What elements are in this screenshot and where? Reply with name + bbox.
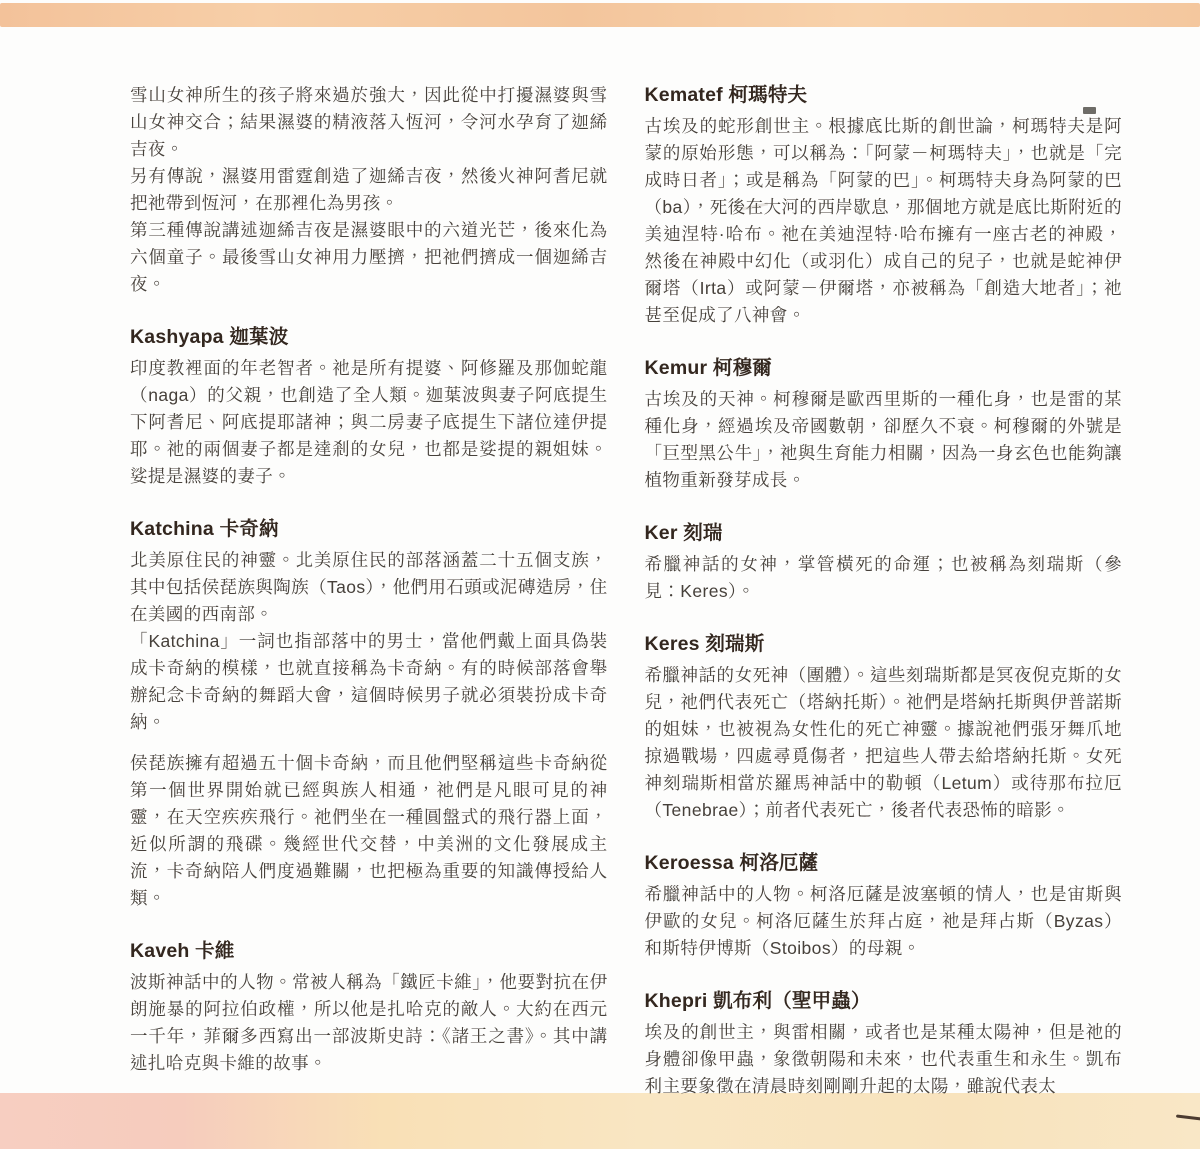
entry-kaveh <box>130 938 608 1077</box>
entry-paragraph: 希臘神話的女死神（團體）。這些刻瑞斯都是冥夜倪克斯的女兒，祂們代表死亡（塔納托斯）。祂們是塔納托斯與伊普諾斯的姐妹，也被視為女性化的死亡神靈。據說祂們張牙舞爪地掠過戰場，四處尋覓傷者，把這些人帶去給塔納托斯。女死神刻瑞斯相當於羅馬神話中的勒頓（Letum）或待那布拉厄（Tenebrae）；前者代表死亡，後者代表恐怖的暗影。 <box>644 665 1122 820</box>
entry-heading: Kashyapa 迦葉波 <box>130 326 289 348</box>
entry-paragraph: 波斯神話中的人物。常被人稱為「鐵匠卡維」，他要對抗在伊朗施暴的阿拉伯政權，所以他是扎哈克的敵人。大約在西元一千年，菲爾多西寫出一部波斯史詩：《諸王之書》。其中講述扎哈克與卡維的故事。 <box>130 972 608 1073</box>
entry-paragraph: 侯琵族擁有超過五十個卡奇納，而且他們堅稱這些卡奇納從第一個世界開始就已經與族人相通，祂們是凡眼可見的神靈，在天空疾疾飛行。祂們坐在一種圓盤式的飛行器上面，近似所謂的飛碟。幾經世代交替，中美洲的文化發展成主流，卡奇納陪人們度過難關，也把極為重要的知識傳授給人類。 <box>130 753 608 908</box>
entry-heading: Katchina 卡奇納 <box>130 518 279 540</box>
entry-heading: Keres 刻瑞斯 <box>644 633 765 655</box>
page-content <box>130 82 1122 1100</box>
entry-heading: Kemur 柯穆爾 <box>644 357 772 379</box>
entry-paragraph: 第三種傳說講述迦絺吉夜是濕婆眼中的六道光芒，後來化為六個童子。最後雪山女神用力壓擠，把祂們擠成一個迦絺吉夜。 <box>130 220 608 294</box>
entry-paragraph: 印度教裡面的年老智者。祂是所有提婆、阿修羅及那伽蛇龍（naga）的父親，也創造了全人類。迦葉波與妻子阿底提生下阿耆尼、阿底提耶諸神；與二房妻子底提生下諸位達伊提耶。祂的兩個妻子都是達剎的女兒，也都是娑提的親姐妹。娑提是濕婆的妻子。 <box>130 358 608 486</box>
entry-khepri <box>645 988 1123 1100</box>
scan-top-edge-band <box>0 3 1200 27</box>
entry-heading: Ker 刻瑞 <box>644 522 723 544</box>
entry-keres <box>645 631 1123 824</box>
entry-katchina <box>130 516 608 912</box>
entry-ker <box>645 520 1123 605</box>
entry-kashyapa <box>130 324 608 490</box>
entry-heading: Kematef 柯瑪特夫 <box>644 84 808 106</box>
left-column <box>130 82 608 1100</box>
right-column <box>645 82 1123 1100</box>
entry-paragraph: 北美原住民的神靈。北美原住民的部落涵蓋二十五個支族，其中包括侯琵族與陶族（Taos），他們用石頭或泥磚造房，住在美國的西南部。 <box>130 550 608 624</box>
entry-heading: Kaveh 卡維 <box>130 940 235 962</box>
entry-continuation-karttikeya <box>130 82 608 298</box>
scan-bottom-edge-band <box>0 1093 1200 1149</box>
entry-paragraph: 雪山女神所生的孩子將來過於強大，因此從中打擾濕婆與雪山女神交合；結果濕婆的精液落入恆河，令河水孕育了迦絺吉夜。 <box>130 85 608 159</box>
entry-kemur <box>645 355 1123 494</box>
entry-paragraph: 「Katchina」一詞也指部落中的男士，當他們戴上面具偽裝成卡奇納的模樣，也就直接稱為卡奇納。有的時候部落會舉辦紀念卡奇納的舞蹈大會，這個時候男子就必須裝扮成卡奇納。 <box>130 631 608 732</box>
entry-paragraph: 古埃及的蛇形創世主。根據底比斯的創世論，柯瑪特夫是阿蒙的原始形態，可以稱為：「阿蒙－柯瑪特夫」，也就是「完成時日者」；或是稱為「阿蒙的巴」。柯瑪特夫身為阿蒙的巴（ba），死後在大河的西岸歇息，那個地方就是底比斯附近的美迪涅特·哈布。祂在美迪涅特·哈布擁有一座古老的神殿，然後在神殿中幻化（或羽化）成自己的兒子，也就是蛇神伊爾塔（Irta）或阿蒙－伊爾塔，亦被稱為「創造大地者」；祂甚至促成了八神會。 <box>644 116 1122 325</box>
entry-keroessa <box>645 850 1123 962</box>
entry-paragraph: 另有傳說，濕婆用雷霆創造了迦絺吉夜，然後火神阿耆尼就把祂帶到恆河，在那裡化為男孩。 <box>130 166 608 213</box>
entry-heading: Khepri 凱布利（聖甲蟲） <box>644 990 871 1012</box>
entry-heading: Keroessa 柯洛厄薩 <box>644 852 819 874</box>
entry-paragraph: 希臘神話的女神，掌管橫死的命運；也被稱為刻瑞斯（參見：Keres）。 <box>644 554 1122 601</box>
entry-paragraph: 埃及的創世主，與雷相關，或者也是某種太陽神，但是祂的身體卻像甲蟲，象徵朝陽和未來，也代表重生和永生。凱布利主要象徵在清晨時刻剛剛升起的太陽，雖說代表太 <box>644 1022 1122 1096</box>
entry-paragraph: 希臘神話中的人物。柯洛厄薩是波塞頓的情人，也是宙斯與伊歐的女兒。柯洛厄薩生於拜占庭，祂是拜占斯（Byzas）和斯特伊博斯（Stoibos）的母親。 <box>644 884 1122 958</box>
entry-kematef <box>645 82 1123 329</box>
entry-paragraph: 古埃及的天神。柯穆爾是歐西里斯的一種化身，也是雷的某種化身，經過埃及帝國數朝，卻歷久不衰。柯穆爾的外號是「巨型黑公牛」，祂與生育能力相關，因為一身玄色也能夠讓植物重新發芽成長。 <box>644 389 1122 490</box>
